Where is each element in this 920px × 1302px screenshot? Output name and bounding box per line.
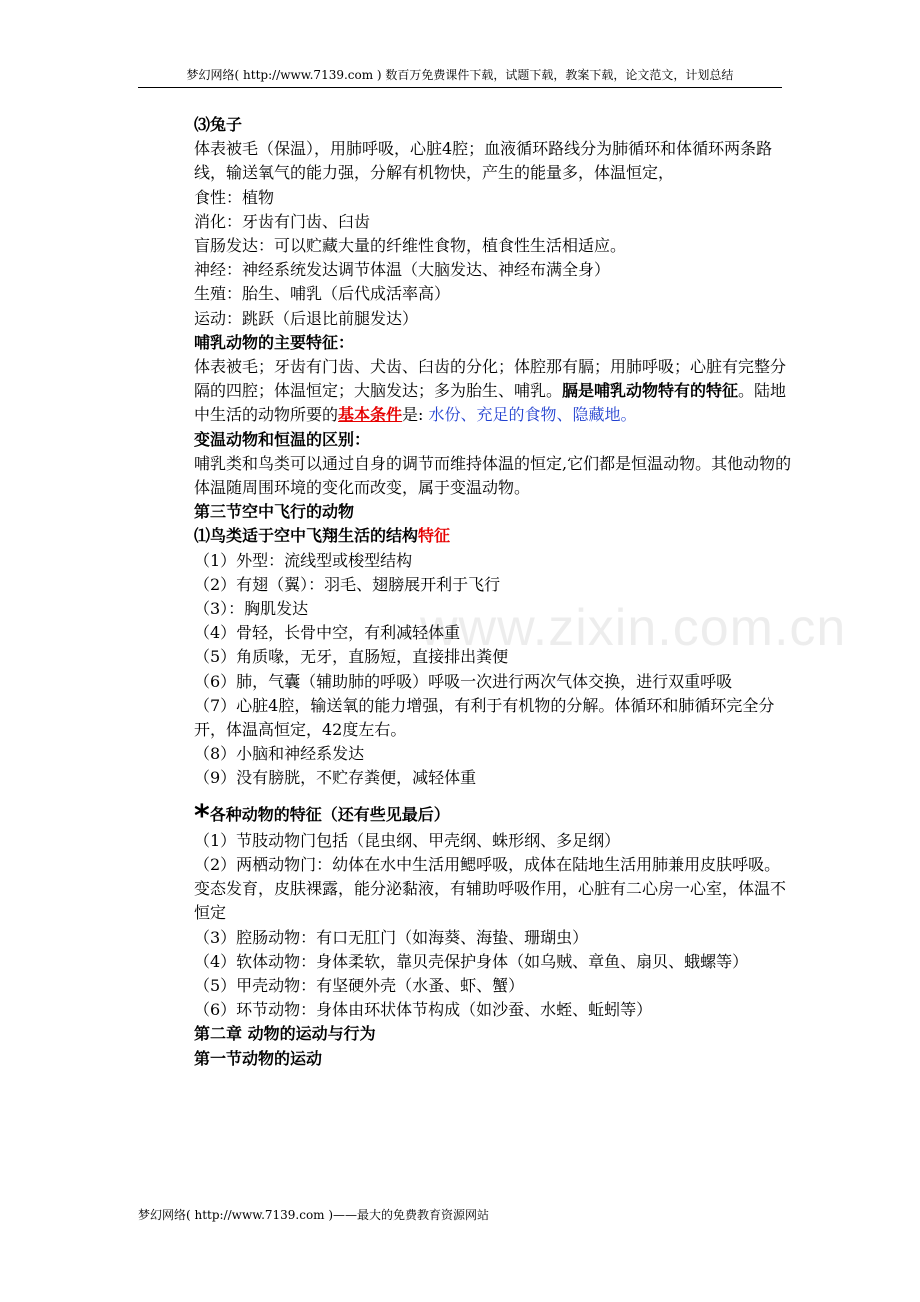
page-footer: 梦幻网络( http://www.7139.com )——最大的免费教育资源网站 — [138, 1208, 490, 1222]
flight-subtitle-text: ⑴鸟类适于空中飞翔生活的结构 — [194, 526, 419, 546]
animal-item: （4）软体动物：身体柔软，靠贝壳保护身体（如乌贼、章鱼、扇贝、蛾螺等） — [194, 951, 749, 971]
flight-item: （6）肺，气囊（辅助肺的呼吸）呼吸一次进行两次气体交换，进行双重呼吸 — [194, 671, 733, 691]
animal-item: （3）腔肠动物：有口无肛门（如海葵、海蛰、珊瑚虫） — [194, 927, 589, 947]
flight-item: （7）心脏4腔，输送氧的能力增强，有利于有机物的分解。体循环和肺循环完全分开，体温高恒定，42度左右。 — [194, 695, 775, 740]
rabbit-cecum: 盲肠发达：可以贮藏大量的纤维性食物，植食性生活相适应。 — [194, 236, 627, 256]
flight-item: （3）：胸肌发达 — [194, 599, 309, 619]
spacer — [194, 791, 794, 803]
flight-subtitle-red: 特征 — [418, 526, 451, 546]
basic-conditions-list: 水份、充足的食物、隐藏地。 — [428, 405, 637, 425]
animal-item: （1）节肢动物门包括（昆虫纲、甲壳纲、蛛形纲、多足纲） — [194, 830, 621, 850]
animal-item: （2）两栖动物门：幼体在水中生活用鳃呼吸，成体在陆地生活用肺兼用皮肤呼吸。变态发育，皮肤裸露，能分泌黏液，有辅助呼吸作用，心脏有二心房一心室，体温不恒定 — [194, 854, 787, 923]
rabbit-title: ⑶兔子 — [194, 115, 243, 134]
mammal-text-2: 。陆地中生活的动物所要的 — [194, 381, 787, 425]
rabbit-digest: 消化：牙齿有门齿、臼齿 — [194, 211, 371, 231]
rabbit-body: 体表被毛（保温），用肺呼吸，心脏4腔；血液循环路线分为肺循环和体循环两条路线，输送氧气的能力强，分解有机物快，产生的能量多，体温恒定， — [194, 139, 773, 183]
flight-item: （8）小脑和神经系发达 — [194, 744, 365, 764]
flight-item: （2）有翅（翼）：羽毛、翅膀展开利于飞行 — [194, 574, 501, 594]
flight-section-title: 第三节空中飞行的动物 — [194, 502, 355, 522]
rabbit-nerve: 神经：神经系统发达调节体温（大脑发达、神经布满全身） — [194, 260, 611, 280]
flight-item: （9）没有膀胱，不贮存粪便，减轻体重 — [194, 768, 477, 788]
mammal-text-1: 体表被毛；牙齿有门齿、犬齿、臼齿的分化；体腔那有膈；用肺呼吸；心脏有完整分隔的四腔；体温恒定；大脑发达；多为胎生、哺乳。 — [194, 357, 787, 401]
mammal-bold: 膈是哺乳动物特有的特征 — [562, 381, 739, 401]
rabbit-diet: 食性：植物 — [194, 187, 275, 207]
temp-title: 变温动物和恒温的区别： — [194, 429, 371, 449]
flight-item: （4）骨轻，长骨中空，有利减轻体重 — [194, 623, 461, 643]
mammal-paragraph — [194, 355, 794, 428]
flight-subtitle — [194, 524, 794, 548]
rabbit-motion: 运动：跳跃（后退比前腿发达） — [194, 308, 419, 328]
star-icon: * — [194, 798, 210, 834]
page-header: 梦幻网络( http://www.7139.com ) 数百万免费课件下载，试题下载，教案下载，论文范文，计划总结 — [138, 66, 782, 88]
basic-conditions-label: 基本条件 — [338, 405, 403, 425]
mammal-title: 哺乳动物的主要特征： — [194, 332, 355, 352]
animals-title — [194, 798, 794, 834]
temp-body: 哺乳类和鸟类可以通过自身的调节而维持体温的恒定,它们都是恒温动物。其他动物的体温随周围环境的变化而改变，属于变温动物。 — [194, 453, 792, 498]
chapter-title: 第二章 动物的运动与行为 — [194, 1024, 376, 1044]
chapter-section-title: 第一节动物的运动 — [194, 1048, 323, 1068]
flight-item: （5）角质喙，无牙，直肠短，直接排出粪便 — [194, 647, 509, 667]
flight-item: （1）外型：流线型或梭型结构 — [194, 550, 413, 570]
animal-item: （5）甲壳动物：有坚硬外壳（水蚤、虾、蟹） — [194, 975, 525, 995]
mammal-text-3: 是: — [402, 405, 429, 425]
document-body — [194, 113, 794, 1071]
animal-item: （6）环节动物：身体由环状体节构成（如沙蚕、水蛭、蚯蚓等） — [194, 1000, 653, 1020]
watermark: www.zixin.com.cn — [420, 599, 847, 657]
rabbit-repro: 生殖：胎生、哺乳（后代成活率高） — [194, 284, 451, 304]
animals-title-text: 各种动物的特征（还有些见最后） — [209, 804, 450, 824]
